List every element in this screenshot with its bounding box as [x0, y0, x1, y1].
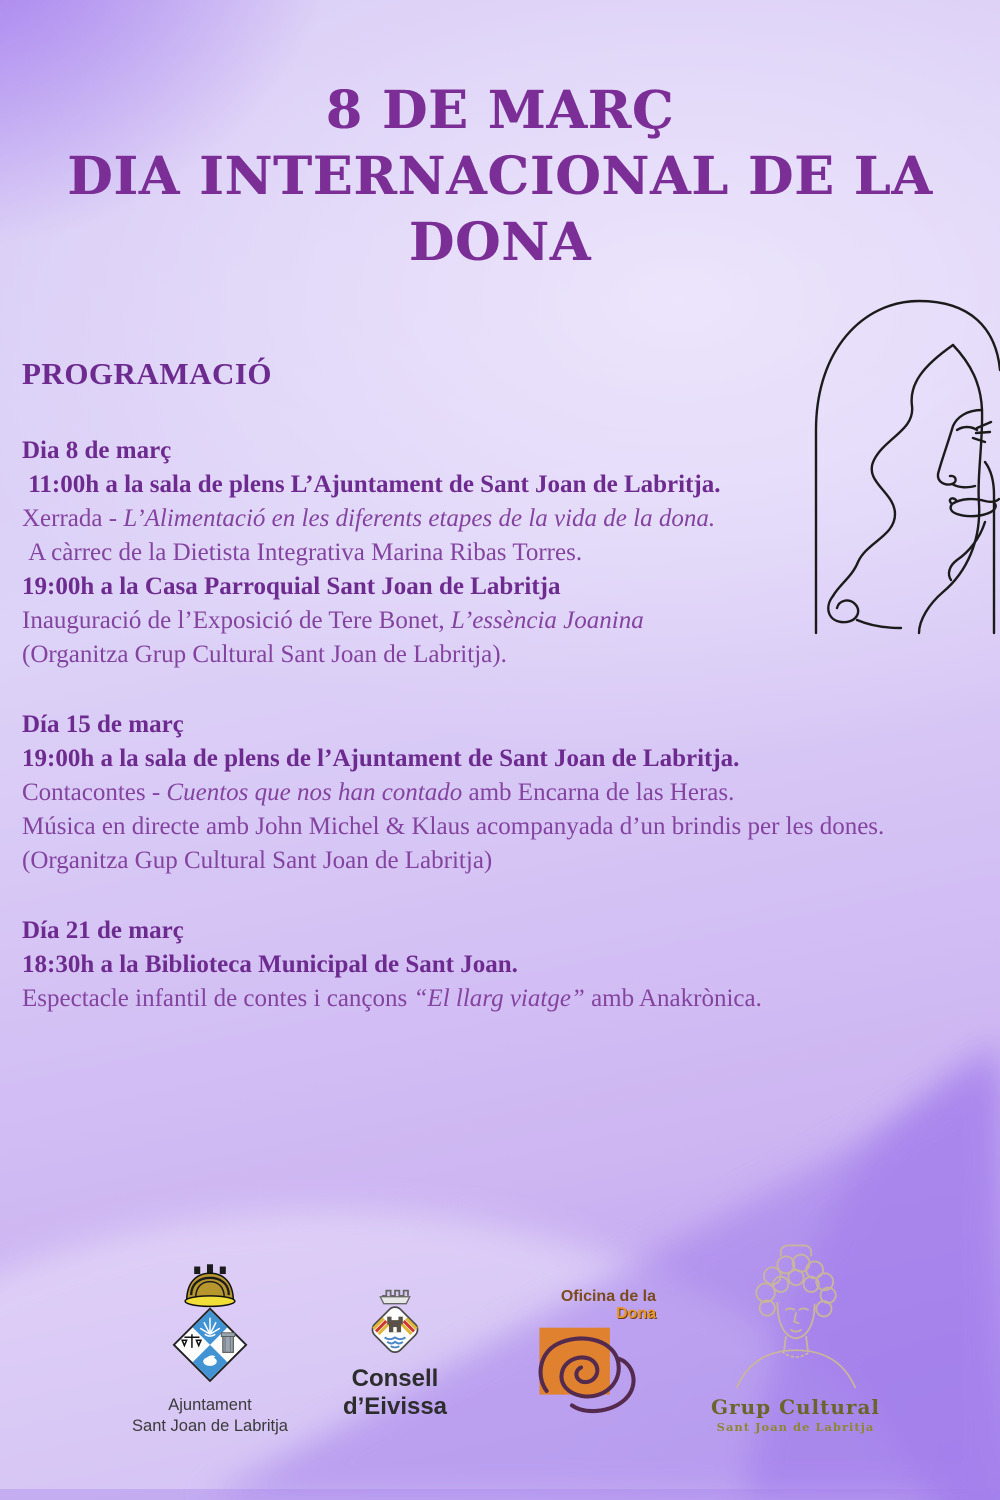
program-block: [22, 356, 980, 1052]
text-segment: (Organitza Gup Cultural Sant Joan de Labritja): [22, 847, 493, 874]
program-line: [22, 536, 980, 570]
text-segment: A càrrec de la Dietista Integrativa Marina Ribas Torres.: [22, 539, 583, 566]
text-segment: 11:00h a la sala de plens L’Ajuntament de Sant Joan de Labritja.: [22, 471, 721, 498]
program-line: [22, 502, 980, 536]
logo-consell: [320, 1282, 470, 1421]
program-line: [22, 638, 980, 672]
section-day-heading: Día 21 de març: [22, 917, 184, 944]
logos-row: [0, 1240, 1000, 1460]
logo-consell-caption-line1: Consell: [351, 1365, 439, 1392]
woman-bust-line-art-icon: [711, 1242, 881, 1390]
consell-eivissa-shield-icon: [353, 1282, 437, 1360]
logo-grup-caption-line1: Grup Cultural: [710, 1395, 881, 1419]
text-segment: Xerrada -: [22, 505, 124, 532]
logo-ajuntament-caption-line1: Ajuntament: [168, 1396, 252, 1414]
text-segment: L’essència Joanina: [450, 607, 644, 634]
text-segment: Inauguració de l’Exposició de Tere Bonet,: [22, 607, 451, 634]
text-segment: “El llarg viatge”: [413, 985, 585, 1012]
program-line: [22, 844, 980, 878]
program-line: [22, 570, 980, 604]
program-heading: PROGRAMACIÓ: [22, 356, 273, 391]
program-line: [22, 742, 980, 776]
program-line: [22, 776, 980, 810]
poster-title: [0, 78, 1000, 276]
rose-spiral-icon: [534, 1315, 656, 1419]
logo-oficina-text-line2: Dona: [616, 1305, 656, 1322]
text-segment: 19:00h a la sala de plens de l’Ajuntament de Sant Joan de Labritja.: [22, 745, 740, 772]
section-day-heading: Dia 8 de març: [22, 437, 172, 464]
text-segment: Cuentos que nos han contado: [166, 779, 463, 806]
program-section: [22, 434, 980, 672]
program-line: [22, 982, 980, 1016]
program-section: [22, 914, 980, 1016]
logo-oficina: [538, 1288, 658, 1424]
text-segment: 18:30h a la Biblioteca Municipal de Sant Joan.: [22, 951, 518, 978]
text-segment: L’Alimentació en les diferents etapes de la vida de la dona.: [123, 505, 716, 532]
program-line: [22, 948, 980, 982]
poster-title-line1: 8 DE MARÇ: [325, 80, 675, 141]
text-segment: amb Encarna de las Heras.: [462, 779, 735, 806]
text-segment: 19:00h a la Casa Parroquial Sant Joan de Labritja: [22, 573, 561, 600]
text-segment: Música en directe amb John Michel & Klaus acompanyada d’un brindis per les dones.: [22, 813, 885, 840]
program-line: [22, 810, 980, 844]
section-day-heading: Día 15 de març: [22, 711, 184, 738]
logo-ajuntament-caption-line2: Sant Joan de Labritja: [132, 1417, 288, 1435]
logo-grup-caption-line2: Sant Joan de Labritja: [716, 1420, 875, 1434]
logo-ajuntament: [110, 1262, 310, 1437]
program-section: [22, 708, 980, 878]
text-segment: (Organitza Grup Cultural Sant Joan de Labritja).: [22, 641, 507, 668]
logo-consell-caption-line2: d’Eivissa: [342, 1393, 448, 1420]
coat-of-arms-sant-joan-icon: [150, 1262, 270, 1390]
program-sections: [22, 434, 980, 1016]
program-line: [22, 468, 980, 502]
logo-grup: [698, 1242, 893, 1435]
program-line: [22, 604, 980, 638]
text-segment: amb Anakrònica.: [584, 985, 762, 1012]
logo-oficina-text-line1: Oficina de la: [560, 1288, 656, 1305]
text-segment: Espectacle infantil de contes i cançons: [22, 985, 414, 1012]
text-segment: Contacontes -: [22, 779, 167, 806]
poster-title-line2: DIA INTERNACIONAL DE LA DONA: [67, 146, 933, 273]
